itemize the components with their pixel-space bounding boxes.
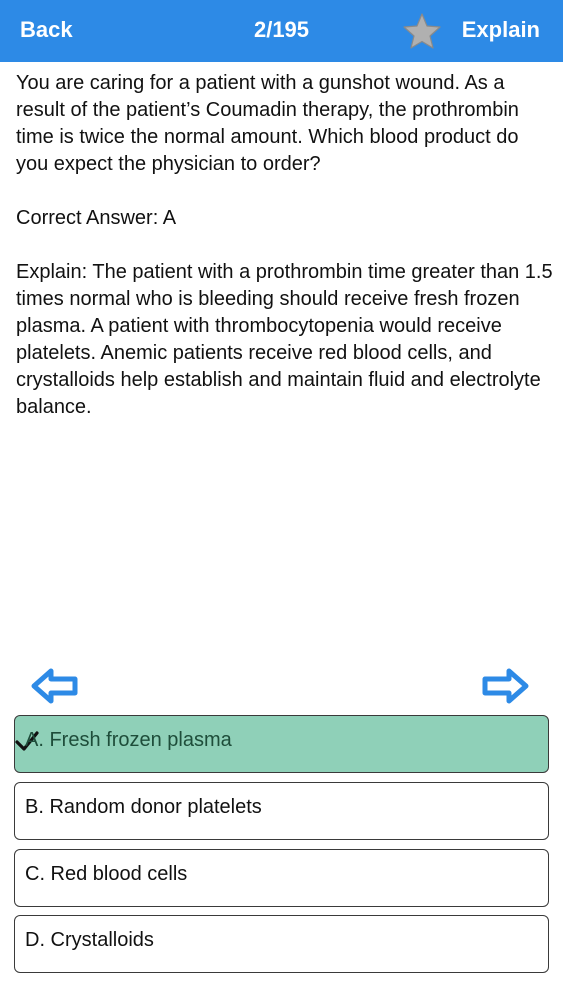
question-text: You are caring for a patient with a gunshot wound. As a result of the patient’s Coumadin therapy, the prothrombin time is twice the normal amount. Which blood product do you expect the physician to order?	[16, 72, 519, 175]
next-question-button[interactable]	[481, 667, 529, 705]
back-button[interactable]: Back	[20, 17, 73, 42]
arrow-right-icon	[481, 667, 529, 705]
correct-answer-label: Correct Answer: A	[16, 207, 177, 229]
option-label: B. Random donor platelets	[25, 796, 262, 818]
explain-button[interactable]: Explain	[461, 17, 540, 42]
star-icon[interactable]	[402, 12, 442, 50]
option-label: A. Fresh frozen plasma	[25, 729, 232, 751]
arrow-left-icon	[31, 667, 79, 705]
explanation-text: Explain: The patient with a prothrombin time greater than 1.5 times normal who is bleeding should receive fresh frozen plasma. A patient with thrombocytopenia would receive platelets. Anemic patients receive red blood cells, and crystalloids help establish and maintain fluid and electrolyte balance.	[16, 261, 553, 418]
option-a[interactable]	[14, 715, 549, 773]
top-navbar	[0, 0, 563, 62]
previous-question-button[interactable]	[31, 667, 79, 705]
option-d[interactable]	[14, 915, 549, 973]
question-counter: 2/195	[253, 17, 310, 42]
option-label: C. Red blood cells	[25, 863, 188, 885]
option-b[interactable]	[14, 782, 549, 840]
option-c[interactable]	[14, 849, 549, 907]
question-content	[16, 70, 556, 448]
option-label: D. Crystalloids	[25, 929, 154, 951]
